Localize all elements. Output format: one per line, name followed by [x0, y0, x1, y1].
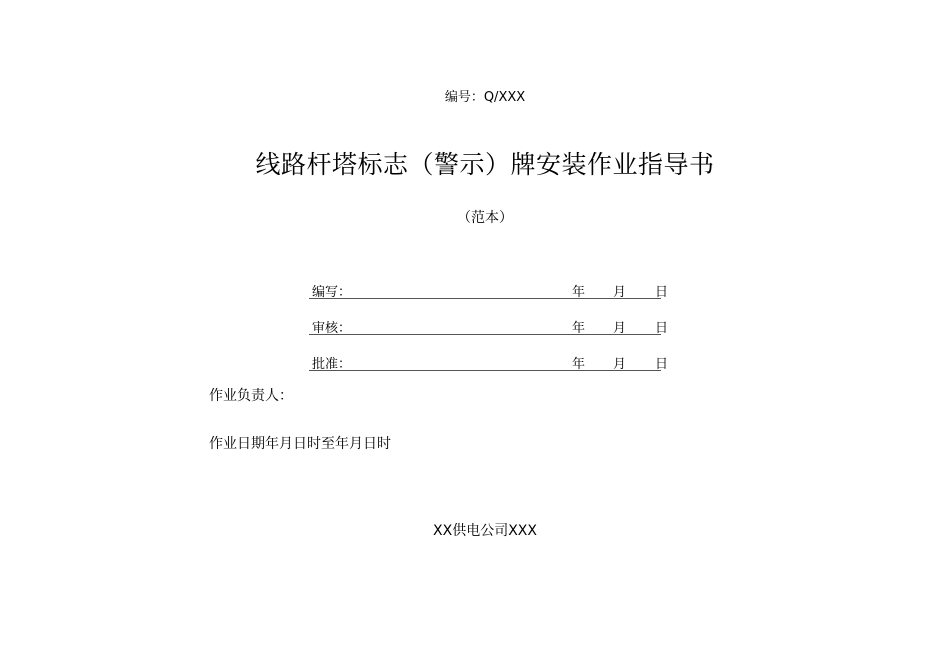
date-day-label: 日: [655, 321, 669, 336]
date-day-label: 日: [655, 285, 669, 300]
signature-label: 编写：: [312, 285, 352, 300]
date-year-label: 年: [572, 321, 586, 336]
document-title: 线路杆塔标志（警示）牌安装作业指导书: [255, 150, 715, 179]
signature-label: 审核：: [312, 321, 352, 336]
signature-row-approver: [309, 352, 669, 372]
responsible-person-label: 作业负责人：: [209, 388, 293, 404]
date-month-label: 月: [613, 285, 627, 300]
date-month-label: 月: [613, 357, 627, 372]
document-number: 编号：Q/XXX: [444, 90, 526, 105]
work-date-label: 作业日期年月日时至年月日时: [209, 436, 391, 452]
date-month-label: 月: [613, 321, 627, 336]
company-name: XX供电公司XXX: [433, 523, 537, 539]
signature-label: 批准：: [312, 357, 352, 372]
date-year-label: 年: [572, 357, 586, 372]
signature-row-author: [309, 280, 669, 300]
signature-row-reviewer: [309, 316, 669, 336]
date-year-label: 年: [572, 285, 586, 300]
document-subtitle: （范本）: [457, 210, 513, 226]
date-day-label: 日: [655, 357, 669, 372]
